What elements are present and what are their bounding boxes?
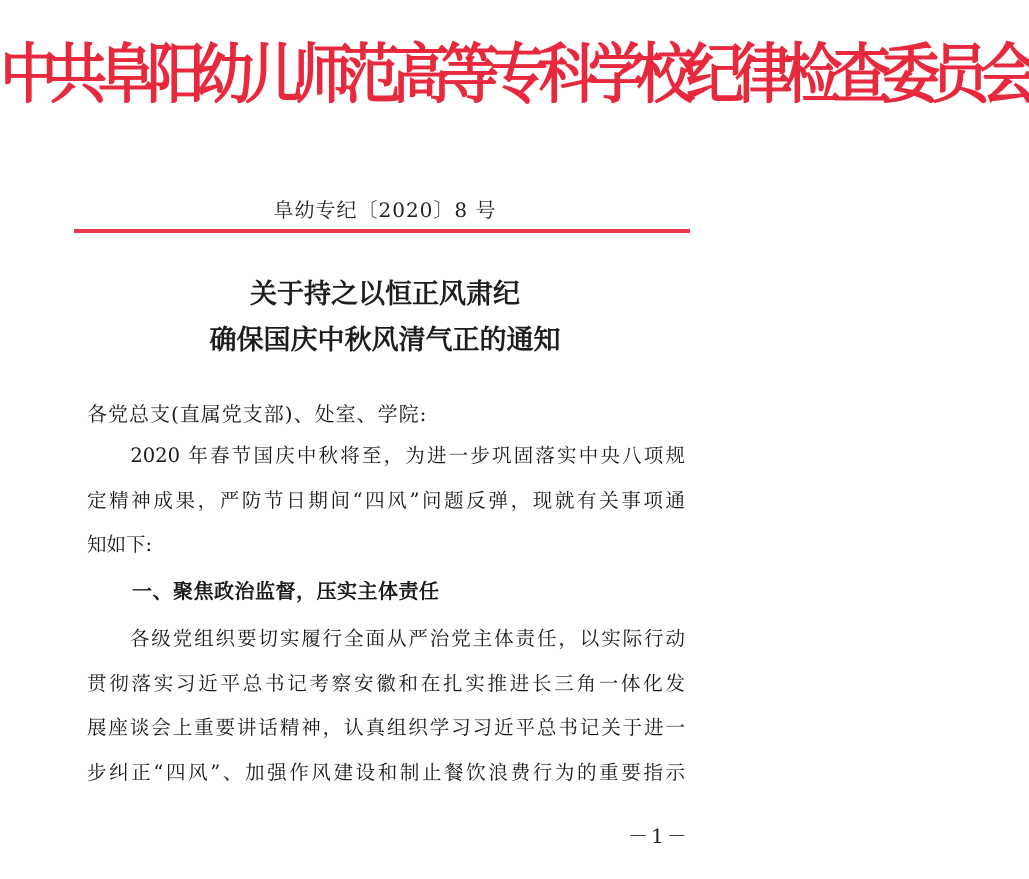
section-1-line: 各级党组织要切实履行全面从严治党主体责任，以实际行动 xyxy=(87,627,685,650)
title-line-2: 确保国庆中秋风清气正的通知 xyxy=(209,325,561,356)
section-heading-1: 一、聚焦政治监督，压实主体责任 xyxy=(132,579,440,603)
intro-line: 2020 年春节国庆中秋将至，为进一步巩固落实中央八项规 xyxy=(87,444,685,467)
organization-header: 中共阜阳幼儿师范高等专科学校纪律检查委员会 xyxy=(0,35,1029,113)
section-1-line: 贯彻落实习近平总书记考察安徽和在扎实推进长三角一体化发 xyxy=(87,671,685,695)
intro-line: 定精神成果，严防节日期间“四风”问题反弹，现就有关事项通 xyxy=(87,488,685,512)
salutation: 各党总支(直属党支部)、处室、学院: xyxy=(87,402,428,426)
page-number: －1－ xyxy=(628,824,690,848)
document-number: 阜幼专纪〔2020〕8 号 xyxy=(273,198,497,222)
section-1-line: 展座谈会上重要讲话精神，认真组织学习习近平总书记关于进一 xyxy=(87,716,685,739)
intro-paragraph xyxy=(87,434,685,568)
section-1-line: 步纠正“四风”、加强作风建设和制止餐饮浪费行为的重要指示 xyxy=(87,760,685,784)
red-divider-line xyxy=(74,229,690,233)
intro-line: 知如下: xyxy=(87,533,153,556)
document-title xyxy=(0,272,770,364)
title-line-1: 关于持之以恒正风肃纪 xyxy=(250,279,520,310)
section-1-paragraph xyxy=(87,617,685,795)
